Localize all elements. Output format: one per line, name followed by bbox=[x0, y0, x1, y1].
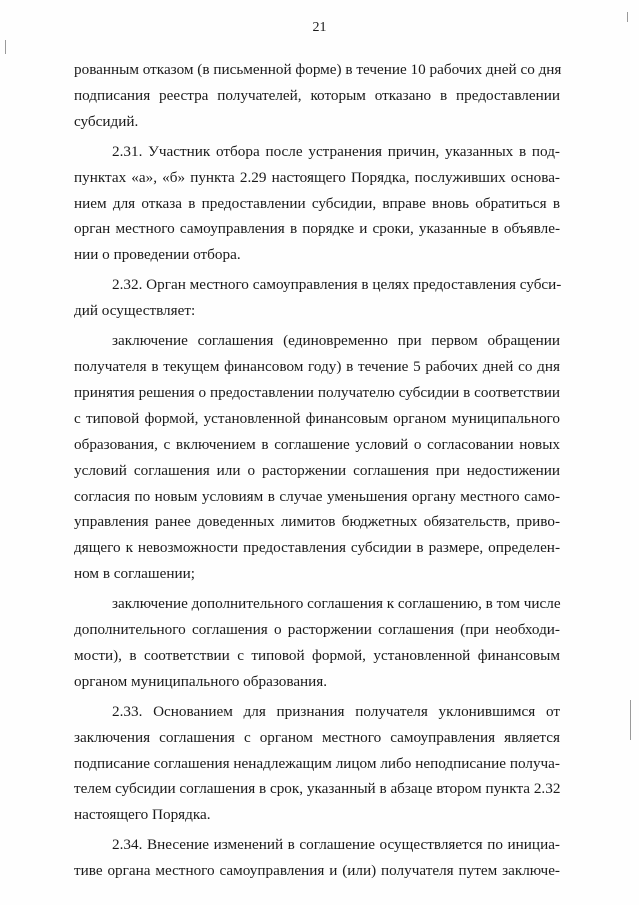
paragraph-2-31 bbox=[74, 139, 560, 269]
text-line: образования, с включением в соглашение условий о согласовании новых bbox=[74, 435, 560, 453]
text-line: нии о проведении отбора. bbox=[74, 246, 241, 264]
text-line: заключение соглашения (единовременно при первом обращении bbox=[112, 332, 560, 350]
scan-mark-right bbox=[627, 12, 628, 22]
text-line: ном в соглашении; bbox=[74, 565, 195, 583]
text-line: подписание соглашения ненадлежащим лицом либо неподписание получа- bbox=[74, 754, 560, 772]
text-line: дополнительного соглашения о расторжении соглашения (при необходи- bbox=[74, 621, 560, 639]
paragraph-additional-agreement bbox=[74, 591, 560, 695]
text-line: 2.34. Внесение изменений в соглашение осуществляется по инициа- bbox=[112, 836, 560, 854]
paragraph-2-34 bbox=[74, 832, 560, 884]
text-line: дий осуществляет: bbox=[74, 302, 196, 320]
page-number: 21 bbox=[312, 20, 327, 35]
text-line: согласия по новым условиям в случае уменьшения органу местного само- bbox=[74, 487, 560, 505]
paragraph-2-32 bbox=[74, 272, 560, 324]
body-text bbox=[74, 57, 560, 884]
paragraph-continuation bbox=[74, 57, 560, 135]
text-line: пунктах «а», «б» пункта 2.29 настоящего Порядка, послуживших основа- bbox=[74, 168, 560, 186]
text-line: настоящего Порядка. bbox=[74, 806, 211, 824]
text-line: телем субсидии соглашения в срок, указанный в абзаце втором пункта 2.32 bbox=[74, 780, 561, 798]
text-line: управления ранее доведенных лимитов бюджетных обязательств, приво- bbox=[74, 513, 560, 531]
text-line: 2.31. Участник отбора после устранения причин, указанных в под- bbox=[112, 142, 560, 160]
text-line: мости), в соответствии с типовой формой, установленной финансовым bbox=[74, 646, 560, 664]
text-line: рованным отказом (в письменной форме) в течение 10 рабочих дней со дня bbox=[74, 61, 562, 78]
text-line: условий соглашения или о расторжении соглашения при недостижении bbox=[74, 461, 560, 479]
text-line: заключения соглашения с органом местного самоуправления является bbox=[74, 728, 560, 746]
text-line: заключение дополнительного соглашения к соглашению, в том числе bbox=[112, 595, 561, 613]
text-line: 2.32. Орган местного самоуправления в целях предоставления субси- bbox=[112, 276, 562, 294]
paragraph-agreement-conclusion bbox=[74, 328, 560, 587]
text-line: субсидий. bbox=[74, 112, 139, 130]
scan-mark-left bbox=[5, 40, 6, 54]
scan-mark-right-lower bbox=[630, 700, 631, 740]
text-line: с типовой формой, установленной финансовым органом муниципального bbox=[74, 409, 560, 427]
text-line: принятия решения о предоставлении получателю субсидии в соответствии bbox=[74, 383, 560, 401]
text-line: получателя в текущем финансовом году) в течение 5 рабочих дней со дня bbox=[74, 357, 560, 375]
text-line: подписания реестра получателей, которым отказано в предоставлении bbox=[74, 86, 560, 104]
paragraph-2-33 bbox=[74, 699, 560, 829]
text-line: 2.33. Основанием для признания получателя уклонившимся от bbox=[112, 702, 560, 720]
text-line: орган местного самоуправления в порядке и сроки, указанные в объявле- bbox=[74, 220, 560, 238]
text-line: тиве органа местного самоуправления и (или) получателя путем заключе- bbox=[74, 862, 560, 880]
text-line: органом муниципального образования. bbox=[74, 672, 328, 690]
text-line: нием для отказа в предоставлении субсидии, вправе вновь обратиться в bbox=[74, 194, 560, 212]
text-line: дящего к невозможности предоставления субсидии в размере, определен- bbox=[74, 539, 560, 557]
